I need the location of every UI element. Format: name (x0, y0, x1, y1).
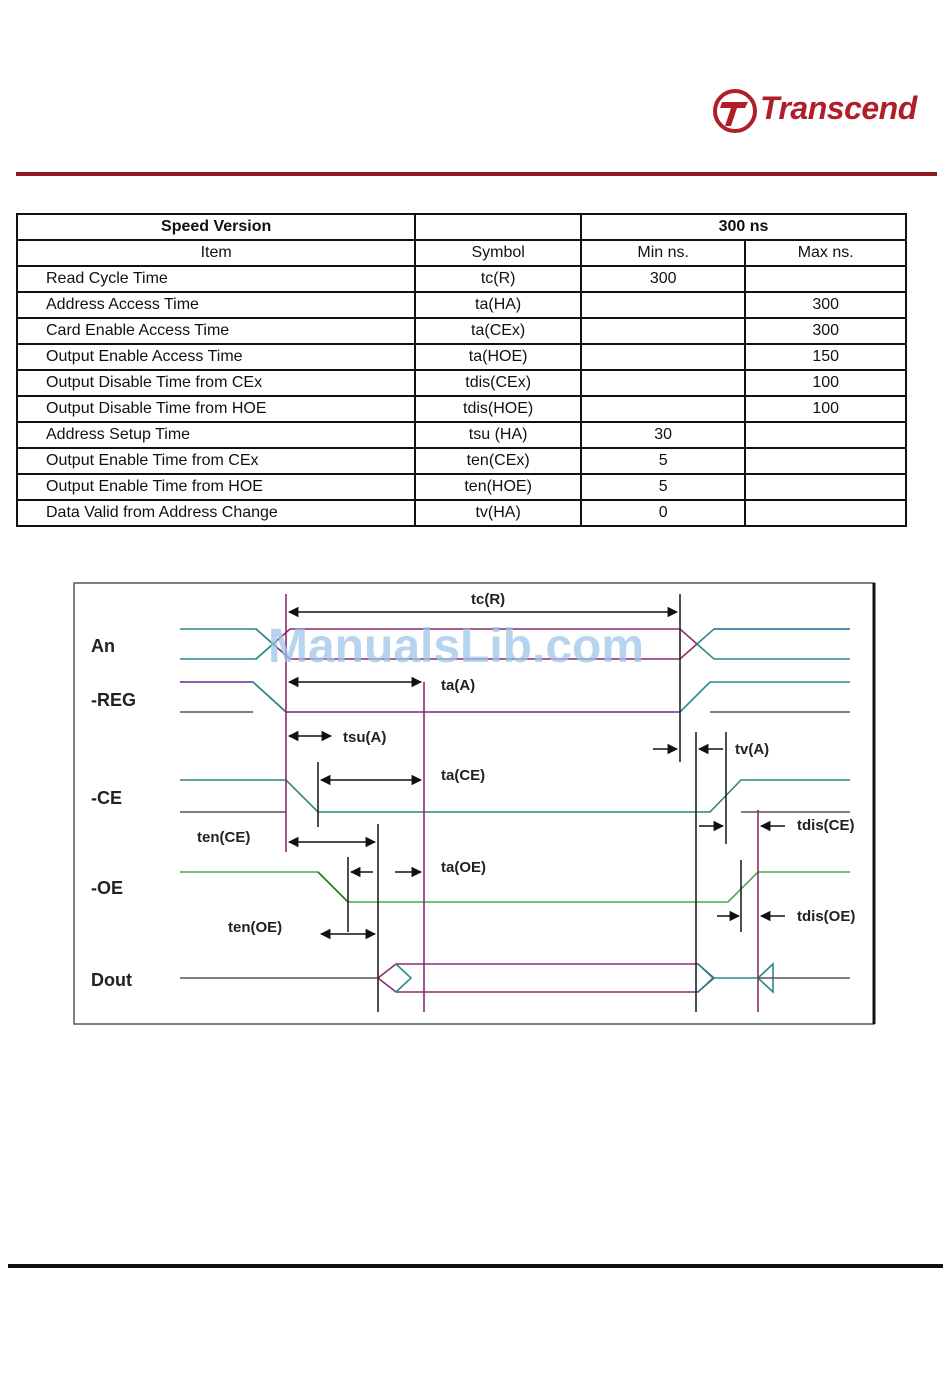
symbol-cell: tsu (HA) (415, 422, 581, 448)
label-tsu-a: tsu(A) (343, 729, 387, 746)
min-cell (581, 396, 746, 422)
min-cell (581, 370, 746, 396)
table-row (17, 344, 906, 370)
timing-spec-table (16, 213, 907, 527)
table-row (17, 396, 906, 422)
symbol-cell: ta(CEx) (415, 318, 581, 344)
item-cell: Address Setup Time (17, 422, 415, 448)
min-cell: 30 (581, 422, 746, 448)
transcend-t-logo-icon (712, 88, 758, 134)
min-cell: 0 (581, 500, 746, 526)
table-row (17, 370, 906, 396)
table-header-row (17, 214, 906, 240)
column-header-symbol: Symbol (415, 240, 581, 266)
table-row (17, 474, 906, 500)
min-cell: 5 (581, 448, 746, 474)
table-row (17, 500, 906, 526)
item-cell: Address Access Time (17, 292, 415, 318)
watermark: ManualsLib.com (268, 620, 645, 673)
item-cell: Output Disable Time from HOE (17, 396, 415, 422)
symbol-cell: ten(HOE) (415, 474, 581, 500)
table-row (17, 422, 906, 448)
max-cell: 100 (745, 396, 906, 422)
max-cell: 150 (745, 344, 906, 370)
column-header-item: Item (17, 240, 415, 266)
item-cell: Read Cycle Time (17, 266, 415, 292)
signal-label-reg: -REG (91, 690, 136, 710)
symbol-cell: ta(HOE) (415, 344, 581, 370)
table-row (17, 448, 906, 474)
min-cell (581, 318, 746, 344)
speed-value: 300 ns (581, 214, 906, 240)
label-tv-a: tv(A) (735, 741, 770, 758)
label-ta-ce: ta(CE) (441, 767, 486, 784)
brand-name: Transcend (760, 90, 917, 126)
label-ten-oe: ten(OE) (228, 919, 283, 936)
column-header-max: Max ns. (745, 240, 906, 266)
min-cell: 5 (581, 474, 746, 500)
min-cell (581, 344, 746, 370)
max-cell: 300 (745, 318, 906, 344)
max-cell (745, 500, 906, 526)
max-cell (745, 422, 906, 448)
max-cell: 100 (745, 370, 906, 396)
symbol-cell: tdis(CEx) (415, 370, 581, 396)
header-blank-cell (415, 214, 581, 240)
brand-logo (712, 86, 936, 136)
signal-label-dout: Dout (91, 970, 132, 990)
read-timing-diagram (73, 582, 877, 1026)
min-cell: 300 (581, 266, 746, 292)
symbol-cell: ta(HA) (415, 292, 581, 318)
min-cell (581, 292, 746, 318)
label-ta-oe: ta(OE) (441, 859, 486, 876)
footer-divider (8, 1264, 943, 1268)
label-tdis-oe: tdis(OE) (797, 908, 856, 925)
table-row (17, 266, 906, 292)
label-ten-ce: ten(CE) (197, 829, 251, 846)
item-cell: Output Disable Time from CEx (17, 370, 415, 396)
column-header-min: Min ns. (581, 240, 746, 266)
speed-version-label: Speed Version (17, 214, 415, 240)
table-row (17, 292, 906, 318)
signal-label-ce: -CE (91, 788, 122, 808)
signal-label-oe: -OE (91, 878, 124, 898)
max-cell (745, 266, 906, 292)
item-cell: Output Enable Time from HOE (17, 474, 415, 500)
table-body (17, 266, 906, 526)
item-cell: Data Valid from Address Change (17, 500, 415, 526)
label-tc-r: tc(R) (471, 591, 506, 608)
item-cell: Card Enable Access Time (17, 318, 415, 344)
item-cell: Output Enable Time from CEx (17, 448, 415, 474)
label-ta-a: ta(A) (441, 677, 476, 694)
max-cell: 300 (745, 292, 906, 318)
column-header-row (17, 240, 906, 266)
table-row (17, 318, 906, 344)
symbol-cell: ten(CEx) (415, 448, 581, 474)
item-cell: Output Enable Access Time (17, 344, 415, 370)
max-cell (745, 474, 906, 500)
symbol-cell: tv(HA) (415, 500, 581, 526)
symbol-cell: tdis(HOE) (415, 396, 581, 422)
signal-label-an: An (91, 636, 115, 656)
max-cell (745, 448, 906, 474)
header-divider (16, 172, 937, 176)
symbol-cell: tc(R) (415, 266, 581, 292)
label-tdis-ce: tdis(CE) (797, 817, 855, 834)
